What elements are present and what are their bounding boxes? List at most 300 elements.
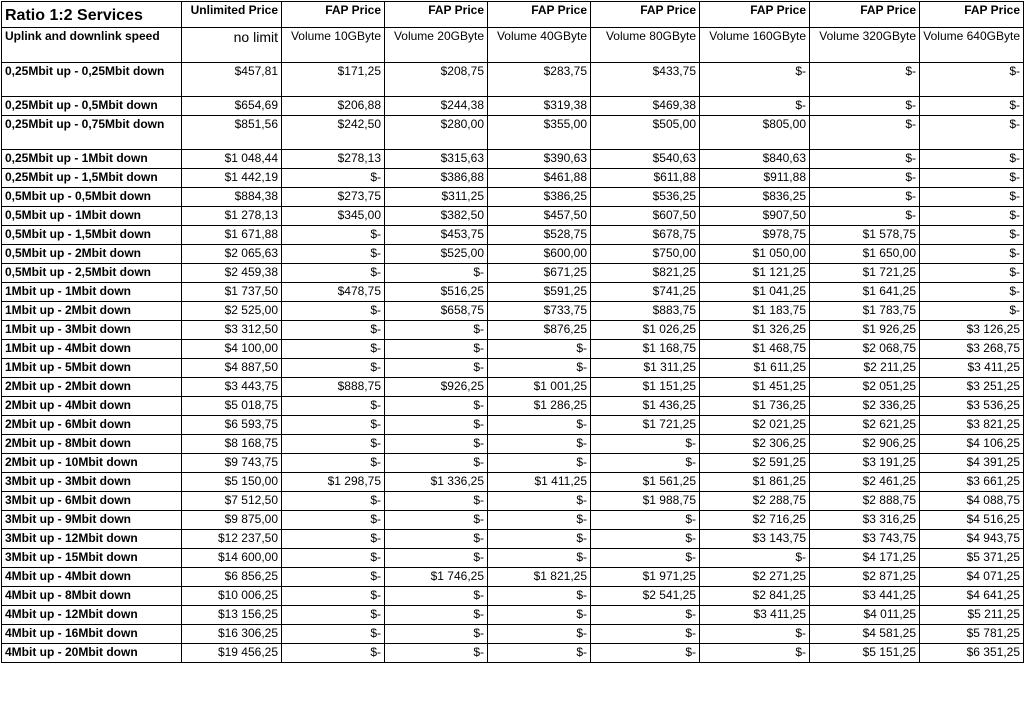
cell-fap-price: $1 001,25 xyxy=(488,378,591,397)
cell-fap-price: $4 943,75 xyxy=(920,530,1024,549)
cell-fap-price: $- xyxy=(385,435,488,454)
cell-unlimited-price: $4 100,00 xyxy=(182,340,282,359)
row-speed-label: 0,25Mbit up - 1Mbit down xyxy=(2,150,182,169)
cell-fap-price: $- xyxy=(810,116,920,150)
cell-fap-price: $- xyxy=(282,530,385,549)
cell-fap-price: $821,25 xyxy=(591,264,700,283)
row-speed-label: 4Mbit up - 8Mbit down xyxy=(2,587,182,606)
cell-unlimited-price: $2 525,00 xyxy=(182,302,282,321)
cell-fap-price: $206,88 xyxy=(282,97,385,116)
table-row xyxy=(2,321,1024,340)
cell-fap-price: $5 781,25 xyxy=(920,625,1024,644)
cell-fap-price: $883,75 xyxy=(591,302,700,321)
cell-unlimited-price: $2 065,63 xyxy=(182,245,282,264)
table-row xyxy=(2,169,1024,188)
cell-fap-price: $242,50 xyxy=(282,116,385,150)
cell-fap-price: $888,75 xyxy=(282,378,385,397)
cell-fap-price: $273,75 xyxy=(282,188,385,207)
cell-fap-price: $- xyxy=(282,549,385,568)
cell-unlimited-price: $3 443,75 xyxy=(182,378,282,397)
cell-fap-price: $- xyxy=(385,264,488,283)
row-speed-label: 0,25Mbit up - 0,5Mbit down xyxy=(2,97,182,116)
cell-fap-price: $- xyxy=(700,63,810,97)
cell-fap-price: $- xyxy=(488,359,591,378)
cell-fap-price: $457,50 xyxy=(488,207,591,226)
cell-fap-price: $1 736,25 xyxy=(700,397,810,416)
cell-fap-price: $528,75 xyxy=(488,226,591,245)
cell-fap-price: $741,25 xyxy=(591,283,700,302)
cell-fap-price: $- xyxy=(700,97,810,116)
cell-fap-price: $311,25 xyxy=(385,188,488,207)
cell-fap-price: $2 541,25 xyxy=(591,587,700,606)
cell-fap-price: $- xyxy=(920,264,1024,283)
cell-fap-price: $3 536,25 xyxy=(920,397,1024,416)
cell-fap-price: $4 516,25 xyxy=(920,511,1024,530)
table-row xyxy=(2,188,1024,207)
cell-fap-price: $- xyxy=(282,606,385,625)
cell-fap-price: $5 151,25 xyxy=(810,644,920,663)
cell-fap-price: $319,38 xyxy=(488,97,591,116)
cell-fap-price: $750,00 xyxy=(591,245,700,264)
cell-fap-price: $- xyxy=(591,644,700,663)
cell-fap-price: $171,25 xyxy=(282,63,385,97)
cell-fap-price: $- xyxy=(282,226,385,245)
cell-fap-price: $1 026,25 xyxy=(591,321,700,340)
row-speed-label: 4Mbit up - 20Mbit down xyxy=(2,644,182,663)
cell-fap-price: $516,25 xyxy=(385,283,488,302)
table-row xyxy=(2,378,1024,397)
cell-fap-price: $- xyxy=(282,302,385,321)
cell-fap-price: $2 871,25 xyxy=(810,568,920,587)
row-speed-label: 1Mbit up - 4Mbit down xyxy=(2,340,182,359)
cell-fap-price: $390,63 xyxy=(488,150,591,169)
cell-fap-price: $1 286,25 xyxy=(488,397,591,416)
cell-fap-price: $3 411,25 xyxy=(920,359,1024,378)
table-row xyxy=(2,435,1024,454)
row-speed-label: 1Mbit up - 2Mbit down xyxy=(2,302,182,321)
table-row xyxy=(2,302,1024,321)
cell-fap-price: $505,00 xyxy=(591,116,700,150)
table-row xyxy=(2,568,1024,587)
cell-unlimited-price: $16 306,25 xyxy=(182,625,282,644)
cell-unlimited-price: $1 048,44 xyxy=(182,150,282,169)
cell-fap-price: $- xyxy=(920,116,1024,150)
volume-80gb: Volume 80GByte xyxy=(591,28,700,63)
cell-unlimited-price: $19 456,25 xyxy=(182,644,282,663)
cell-fap-price: $3 143,75 xyxy=(700,530,810,549)
cell-fap-price: $- xyxy=(810,97,920,116)
cell-fap-price: $- xyxy=(920,63,1024,97)
cell-fap-price: $345,00 xyxy=(282,207,385,226)
table-row xyxy=(2,492,1024,511)
cell-fap-price: $4 171,25 xyxy=(810,549,920,568)
cell-fap-price: $- xyxy=(488,644,591,663)
cell-fap-price: $- xyxy=(282,169,385,188)
cell-fap-price: $- xyxy=(282,321,385,340)
cell-fap-price: $1 783,75 xyxy=(810,302,920,321)
cell-fap-price: $1 168,75 xyxy=(591,340,700,359)
table-body xyxy=(2,63,1024,663)
cell-fap-price: $- xyxy=(385,321,488,340)
row-speed-label: 0,25Mbit up - 1,5Mbit down xyxy=(2,169,182,188)
cell-unlimited-price: $5 018,75 xyxy=(182,397,282,416)
cell-fap-price: $- xyxy=(282,587,385,606)
cell-fap-price: $1 821,25 xyxy=(488,568,591,587)
header-fap-price-80gb: FAP Price xyxy=(591,2,700,28)
table-row xyxy=(2,150,1024,169)
cell-unlimited-price: $457,81 xyxy=(182,63,282,97)
cell-fap-price: $3 743,75 xyxy=(810,530,920,549)
cell-unlimited-price: $7 512,50 xyxy=(182,492,282,511)
cell-fap-price: $4 641,25 xyxy=(920,587,1024,606)
cell-fap-price: $926,25 xyxy=(385,378,488,397)
cell-fap-price: $461,88 xyxy=(488,169,591,188)
cell-fap-price: $1 861,25 xyxy=(700,473,810,492)
cell-unlimited-price: $1 442,19 xyxy=(182,169,282,188)
cell-fap-price: $- xyxy=(488,587,591,606)
table-row xyxy=(2,454,1024,473)
cell-fap-price: $907,50 xyxy=(700,207,810,226)
row-speed-label: 0,25Mbit up - 0,75Mbit down xyxy=(2,116,182,150)
cell-fap-price: $1 578,75 xyxy=(810,226,920,245)
cell-fap-price: $611,88 xyxy=(591,169,700,188)
cell-fap-price: $382,50 xyxy=(385,207,488,226)
subheader-label: Uplink and downlink speed xyxy=(2,28,182,63)
row-speed-label: 2Mbit up - 6Mbit down xyxy=(2,416,182,435)
table-row xyxy=(2,63,1024,97)
cell-fap-price: $- xyxy=(591,530,700,549)
cell-fap-price: $1 988,75 xyxy=(591,492,700,511)
cell-fap-price: $433,75 xyxy=(591,63,700,97)
cell-fap-price: $- xyxy=(591,625,700,644)
pricing-table xyxy=(1,1,1024,663)
cell-fap-price: $280,00 xyxy=(385,116,488,150)
cell-fap-price: $- xyxy=(488,549,591,568)
cell-fap-price: $2 888,75 xyxy=(810,492,920,511)
cell-fap-price: $- xyxy=(810,150,920,169)
cell-fap-price: $978,75 xyxy=(700,226,810,245)
cell-fap-price: $2 306,25 xyxy=(700,435,810,454)
cell-fap-price: $1 411,25 xyxy=(488,473,591,492)
row-speed-label: 3Mbit up - 3Mbit down xyxy=(2,473,182,492)
row-speed-label: 0,5Mbit up - 1,5Mbit down xyxy=(2,226,182,245)
subheader-row xyxy=(2,28,1024,63)
cell-fap-price: $2 621,25 xyxy=(810,416,920,435)
row-speed-label: 2Mbit up - 8Mbit down xyxy=(2,435,182,454)
row-speed-label: 3Mbit up - 9Mbit down xyxy=(2,511,182,530)
row-speed-label: 3Mbit up - 12Mbit down xyxy=(2,530,182,549)
table-row xyxy=(2,606,1024,625)
cell-fap-price: $- xyxy=(385,549,488,568)
row-speed-label: 0,5Mbit up - 2Mbit down xyxy=(2,245,182,264)
cell-fap-price: $- xyxy=(700,549,810,568)
table-row xyxy=(2,397,1024,416)
cell-fap-price: $- xyxy=(920,150,1024,169)
row-speed-label: 1Mbit up - 1Mbit down xyxy=(2,283,182,302)
header-fap-price-160gb: FAP Price xyxy=(700,2,810,28)
cell-fap-price: $- xyxy=(920,169,1024,188)
cell-fap-price: $- xyxy=(810,188,920,207)
header-fap-price-10gb: FAP Price xyxy=(282,2,385,28)
cell-fap-price: $671,25 xyxy=(488,264,591,283)
cell-fap-price: $- xyxy=(385,492,488,511)
table-row xyxy=(2,530,1024,549)
cell-fap-price: $2 271,25 xyxy=(700,568,810,587)
cell-fap-price: $2 068,75 xyxy=(810,340,920,359)
table-row xyxy=(2,245,1024,264)
cell-fap-price: $678,75 xyxy=(591,226,700,245)
row-speed-label: 1Mbit up - 5Mbit down xyxy=(2,359,182,378)
header-fap-price-320gb: FAP Price xyxy=(810,2,920,28)
cell-fap-price: $733,75 xyxy=(488,302,591,321)
row-speed-label: 3Mbit up - 6Mbit down xyxy=(2,492,182,511)
cell-fap-price: $315,63 xyxy=(385,150,488,169)
cell-fap-price: $- xyxy=(282,359,385,378)
cell-fap-price: $4 088,75 xyxy=(920,492,1024,511)
cell-fap-price: $- xyxy=(488,416,591,435)
volume-40gb: Volume 40GByte xyxy=(488,28,591,63)
cell-fap-price: $3 126,25 xyxy=(920,321,1024,340)
header-fap-price-640gb: FAP Price xyxy=(920,2,1024,28)
row-speed-label: 4Mbit up - 16Mbit down xyxy=(2,625,182,644)
cell-unlimited-price: $4 887,50 xyxy=(182,359,282,378)
cell-fap-price: $- xyxy=(385,587,488,606)
table-row xyxy=(2,587,1024,606)
cell-fap-price: $1 326,25 xyxy=(700,321,810,340)
cell-fap-price: $- xyxy=(920,245,1024,264)
volume-10gb: Volume 10GByte xyxy=(282,28,385,63)
table-title: Ratio 1:2 Services xyxy=(2,2,182,28)
cell-fap-price: $4 391,25 xyxy=(920,454,1024,473)
cell-fap-price: $3 441,25 xyxy=(810,587,920,606)
cell-fap-price: $- xyxy=(282,454,385,473)
cell-fap-price: $- xyxy=(810,63,920,97)
cell-fap-price: $- xyxy=(591,454,700,473)
cell-fap-price: $876,25 xyxy=(488,321,591,340)
cell-fap-price: $5 371,25 xyxy=(920,549,1024,568)
cell-fap-price: $- xyxy=(282,397,385,416)
cell-fap-price: $- xyxy=(385,340,488,359)
cell-unlimited-price: $1 737,50 xyxy=(182,283,282,302)
cell-fap-price: $2 288,75 xyxy=(700,492,810,511)
row-speed-label: 1Mbit up - 3Mbit down xyxy=(2,321,182,340)
cell-fap-price: $836,25 xyxy=(700,188,810,207)
table-row xyxy=(2,97,1024,116)
cell-fap-price: $525,00 xyxy=(385,245,488,264)
cell-fap-price: $- xyxy=(282,511,385,530)
cell-fap-price: $- xyxy=(591,435,700,454)
cell-fap-price: $911,88 xyxy=(700,169,810,188)
cell-fap-price: $- xyxy=(920,97,1024,116)
header-row xyxy=(2,2,1024,28)
cell-fap-price: $469,38 xyxy=(591,97,700,116)
cell-fap-price: $478,75 xyxy=(282,283,385,302)
cell-fap-price: $1 721,25 xyxy=(810,264,920,283)
cell-fap-price: $591,25 xyxy=(488,283,591,302)
cell-fap-price: $- xyxy=(385,359,488,378)
cell-fap-price: $- xyxy=(282,625,385,644)
cell-unlimited-price: $10 006,25 xyxy=(182,587,282,606)
volume-20gb: Volume 20GByte xyxy=(385,28,488,63)
cell-fap-price: $- xyxy=(488,492,591,511)
cell-unlimited-price: $9 875,00 xyxy=(182,511,282,530)
cell-fap-price: $244,38 xyxy=(385,97,488,116)
cell-fap-price: $- xyxy=(385,397,488,416)
cell-fap-price: $- xyxy=(488,511,591,530)
cell-fap-price: $- xyxy=(385,416,488,435)
cell-fap-price: $3 821,25 xyxy=(920,416,1024,435)
cell-fap-price: $1 151,25 xyxy=(591,378,700,397)
cell-fap-price: $- xyxy=(488,340,591,359)
cell-fap-price: $- xyxy=(700,625,810,644)
row-speed-label: 2Mbit up - 2Mbit down xyxy=(2,378,182,397)
cell-unlimited-price: $14 600,00 xyxy=(182,549,282,568)
volume-640gb: Volume 640GByte xyxy=(920,28,1024,63)
cell-unlimited-price: $5 150,00 xyxy=(182,473,282,492)
cell-fap-price: $607,50 xyxy=(591,207,700,226)
row-speed-label: 0,5Mbit up - 0,5Mbit down xyxy=(2,188,182,207)
cell-fap-price: $- xyxy=(385,625,488,644)
cell-fap-price: $2 841,25 xyxy=(700,587,810,606)
cell-fap-price: $- xyxy=(385,511,488,530)
cell-fap-price: $453,75 xyxy=(385,226,488,245)
cell-fap-price: $4 011,25 xyxy=(810,606,920,625)
unlimited-no-limit: no limit xyxy=(182,28,282,63)
row-speed-label: 4Mbit up - 12Mbit down xyxy=(2,606,182,625)
cell-fap-price: $2 591,25 xyxy=(700,454,810,473)
cell-fap-price: $- xyxy=(810,207,920,226)
cell-fap-price: $1 611,25 xyxy=(700,359,810,378)
cell-fap-price: $1 721,25 xyxy=(591,416,700,435)
cell-fap-price: $1 041,25 xyxy=(700,283,810,302)
table-row xyxy=(2,116,1024,150)
cell-fap-price: $- xyxy=(385,454,488,473)
cell-fap-price: $386,25 xyxy=(488,188,591,207)
cell-fap-price: $1 971,25 xyxy=(591,568,700,587)
cell-fap-price: $386,88 xyxy=(385,169,488,188)
cell-fap-price: $- xyxy=(488,606,591,625)
table-row xyxy=(2,283,1024,302)
volume-160gb: Volume 160GByte xyxy=(700,28,810,63)
row-speed-label: 0,5Mbit up - 2,5Mbit down xyxy=(2,264,182,283)
header-fap-price-40gb: FAP Price xyxy=(488,2,591,28)
cell-fap-price: $2 211,25 xyxy=(810,359,920,378)
row-speed-label: 2Mbit up - 10Mbit down xyxy=(2,454,182,473)
cell-fap-price: $3 268,75 xyxy=(920,340,1024,359)
cell-fap-price: $- xyxy=(385,530,488,549)
row-speed-label: 2Mbit up - 4Mbit down xyxy=(2,397,182,416)
cell-fap-price: $5 211,25 xyxy=(920,606,1024,625)
cell-unlimited-price: $2 459,38 xyxy=(182,264,282,283)
cell-fap-price: $536,25 xyxy=(591,188,700,207)
cell-fap-price: $4 071,25 xyxy=(920,568,1024,587)
cell-fap-price: $- xyxy=(920,188,1024,207)
row-speed-label: 0,5Mbit up - 1Mbit down xyxy=(2,207,182,226)
cell-fap-price: $- xyxy=(282,435,385,454)
cell-fap-price: $- xyxy=(591,549,700,568)
cell-fap-price: $- xyxy=(920,207,1024,226)
cell-fap-price: $- xyxy=(488,435,591,454)
cell-fap-price: $- xyxy=(810,169,920,188)
cell-unlimited-price: $1 671,88 xyxy=(182,226,282,245)
table-row xyxy=(2,207,1024,226)
cell-unlimited-price: $13 156,25 xyxy=(182,606,282,625)
cell-fap-price: $1 641,25 xyxy=(810,283,920,302)
cell-fap-price: $4 581,25 xyxy=(810,625,920,644)
cell-fap-price: $1 436,25 xyxy=(591,397,700,416)
table-row xyxy=(2,511,1024,530)
header-fap-price-20gb: FAP Price xyxy=(385,2,488,28)
cell-fap-price: $3 251,25 xyxy=(920,378,1024,397)
cell-fap-price: $355,00 xyxy=(488,116,591,150)
cell-unlimited-price: $654,69 xyxy=(182,97,282,116)
cell-fap-price: $658,75 xyxy=(385,302,488,321)
cell-fap-price: $- xyxy=(488,530,591,549)
cell-fap-price: $2 461,25 xyxy=(810,473,920,492)
cell-fap-price: $2 906,25 xyxy=(810,435,920,454)
cell-unlimited-price: $851,56 xyxy=(182,116,282,150)
cell-fap-price: $- xyxy=(920,283,1024,302)
cell-fap-price: $- xyxy=(282,340,385,359)
cell-fap-price: $1 298,75 xyxy=(282,473,385,492)
cell-fap-price: $- xyxy=(282,492,385,511)
cell-fap-price: $1 650,00 xyxy=(810,245,920,264)
cell-fap-price: $- xyxy=(920,226,1024,245)
cell-unlimited-price: $3 312,50 xyxy=(182,321,282,340)
cell-fap-price: $1 468,75 xyxy=(700,340,810,359)
table-row xyxy=(2,226,1024,245)
cell-fap-price: $600,00 xyxy=(488,245,591,264)
cell-fap-price: $- xyxy=(488,625,591,644)
cell-fap-price: $840,63 xyxy=(700,150,810,169)
table-row xyxy=(2,416,1024,435)
header-unlimited-price: Unlimited Price xyxy=(182,2,282,28)
table-row xyxy=(2,264,1024,283)
table-row xyxy=(2,340,1024,359)
cell-unlimited-price: $884,38 xyxy=(182,188,282,207)
cell-fap-price: $- xyxy=(591,606,700,625)
table-row xyxy=(2,644,1024,663)
cell-fap-price: $805,00 xyxy=(700,116,810,150)
cell-fap-price: $- xyxy=(282,568,385,587)
cell-fap-price: $2 716,25 xyxy=(700,511,810,530)
cell-fap-price: $1 746,25 xyxy=(385,568,488,587)
cell-unlimited-price: $6 593,75 xyxy=(182,416,282,435)
row-speed-label: 3Mbit up - 15Mbit down xyxy=(2,549,182,568)
cell-fap-price: $6 351,25 xyxy=(920,644,1024,663)
cell-fap-price: $2 336,25 xyxy=(810,397,920,416)
cell-fap-price: $- xyxy=(920,302,1024,321)
cell-unlimited-price: $12 237,50 xyxy=(182,530,282,549)
cell-unlimited-price: $1 278,13 xyxy=(182,207,282,226)
table-row xyxy=(2,625,1024,644)
cell-fap-price: $1 183,75 xyxy=(700,302,810,321)
cell-unlimited-price: $6 856,25 xyxy=(182,568,282,587)
volume-320gb: Volume 320GByte xyxy=(810,28,920,63)
row-speed-label: 0,25Mbit up - 0,25Mbit down xyxy=(2,63,182,97)
cell-fap-price: $1 121,25 xyxy=(700,264,810,283)
cell-fap-price: $- xyxy=(488,454,591,473)
table-row xyxy=(2,359,1024,378)
cell-fap-price: $- xyxy=(282,245,385,264)
cell-fap-price: $- xyxy=(700,644,810,663)
cell-fap-price: $3 191,25 xyxy=(810,454,920,473)
cell-fap-price: $3 316,25 xyxy=(810,511,920,530)
row-speed-label: 4Mbit up - 4Mbit down xyxy=(2,568,182,587)
cell-fap-price: $1 050,00 xyxy=(700,245,810,264)
cell-fap-price: $540,63 xyxy=(591,150,700,169)
table-row xyxy=(2,473,1024,492)
